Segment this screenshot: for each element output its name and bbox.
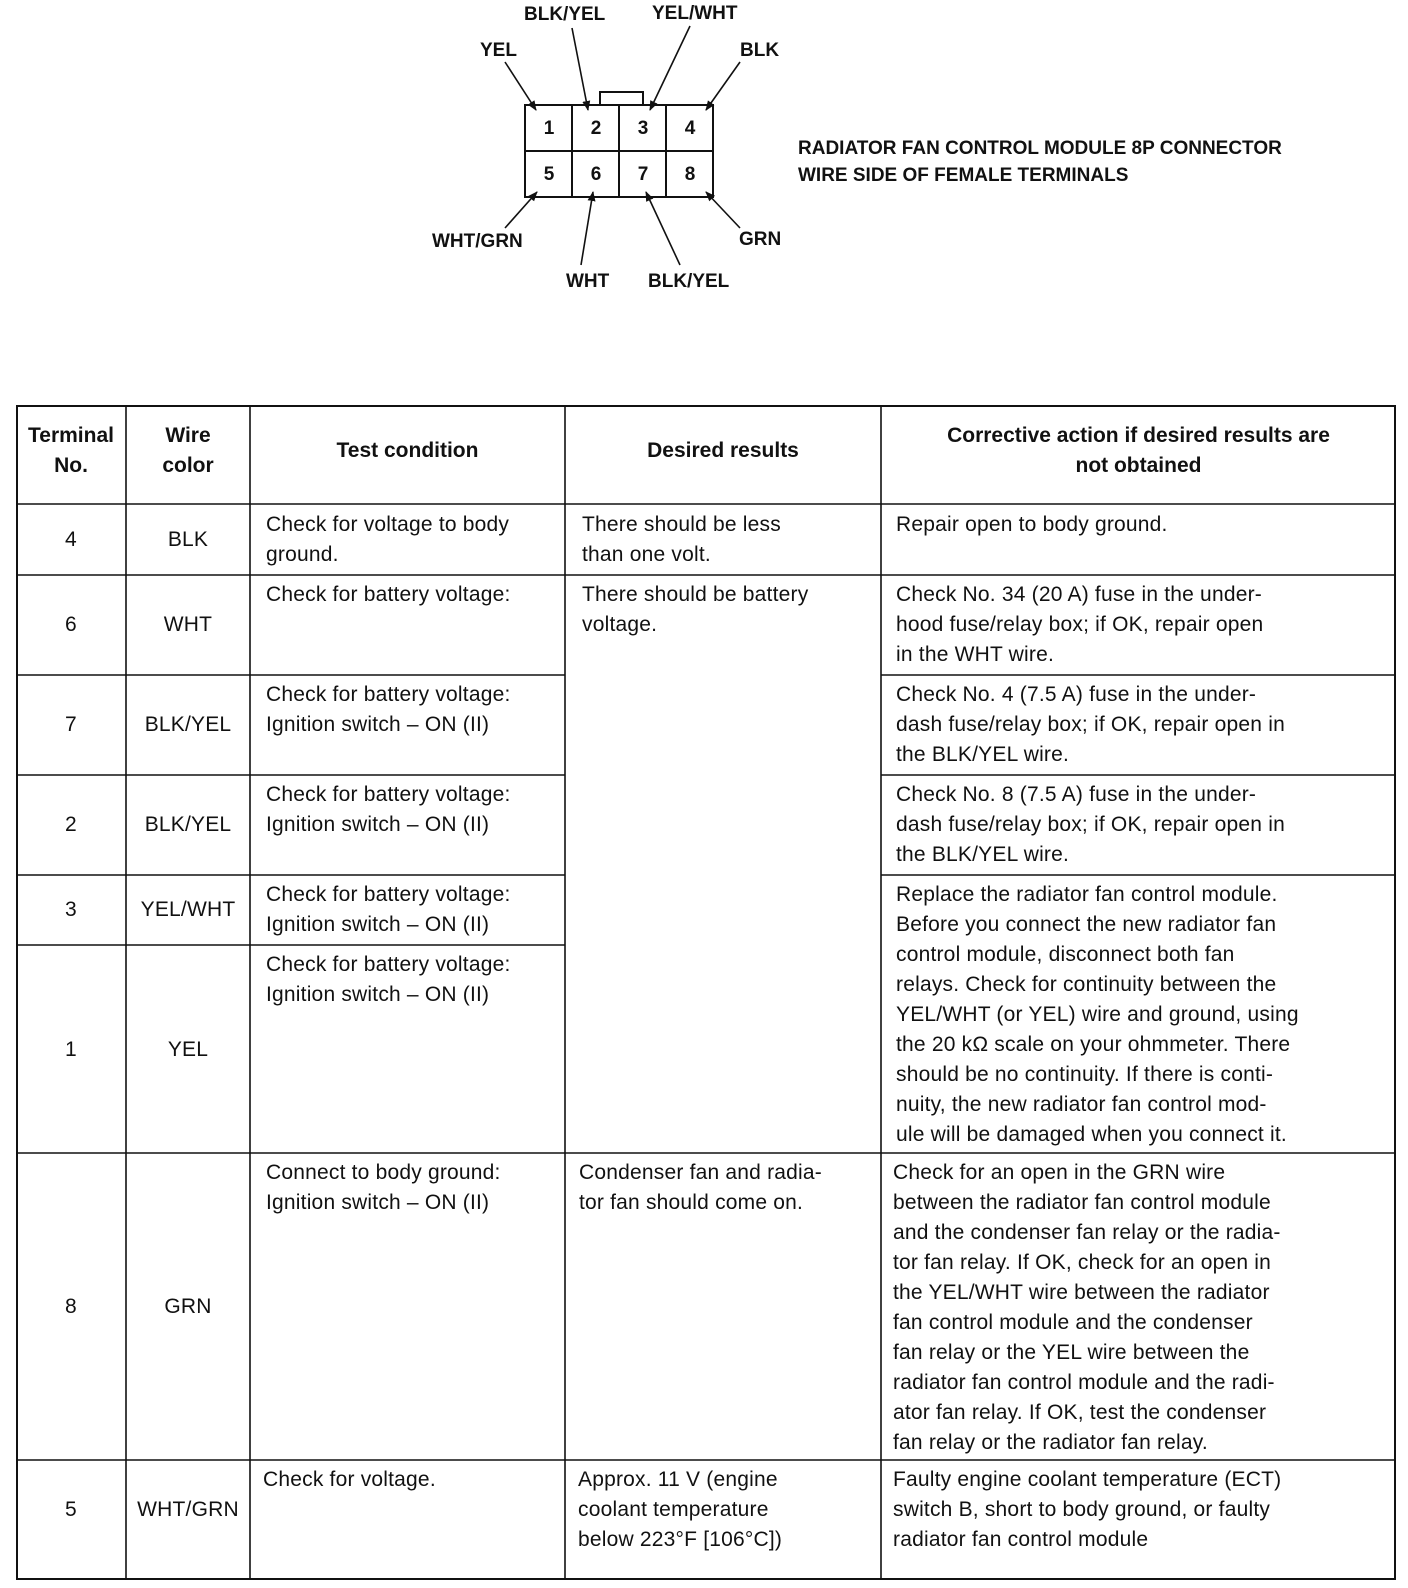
- test-condition-cell: [266, 1158, 501, 1218]
- terminal-cell: 5: [65, 1498, 77, 1521]
- wire-label-pin2: BLK/YEL: [524, 4, 606, 25]
- wire-label-pin3: YEL/WHT: [652, 3, 738, 24]
- cell-line: Before you connect the new radiator fan: [896, 913, 1277, 936]
- cell-line: fan control module and the condenser: [893, 1311, 1253, 1334]
- wire-label-pin5: WHT/GRN: [432, 231, 523, 252]
- wire-color-cell: YEL: [167, 1038, 209, 1061]
- test-condition-cell: [266, 680, 511, 740]
- cell-line: between the radiator fan control module: [893, 1191, 1271, 1214]
- test-condition-cell: [266, 510, 509, 570]
- cell-line: Check No. 34 (20 A) fuse in the under-: [896, 583, 1262, 606]
- wire-color-cell: BLK/YEL: [144, 713, 232, 736]
- header-text: Wire: [165, 424, 211, 447]
- pin-number: 6: [590, 164, 602, 185]
- caption-line-1: RADIATOR FAN CONTROL MODULE 8P CONNECTOR: [798, 138, 1282, 159]
- cell-line: Approx. 11 V (engine: [578, 1468, 778, 1491]
- terminal-cell: 8: [65, 1295, 77, 1318]
- cell-line: ground.: [266, 543, 339, 566]
- terminal-cell: 7: [65, 713, 77, 736]
- cell-line: Check for battery voltage:: [266, 583, 511, 606]
- cell-line: Condenser fan and radia-: [579, 1161, 822, 1184]
- header-terminal-no: [16, 421, 126, 481]
- test-condition-cell: [266, 950, 511, 1010]
- test-condition-cell: [263, 1465, 436, 1495]
- cell-line: the YEL/WHT wire between the radiator: [893, 1281, 1270, 1304]
- pin-number: 1: [543, 118, 555, 139]
- leader-pin2: [572, 28, 588, 110]
- pin-number: 3: [637, 118, 649, 139]
- cell-line: hood fuse/relay box; if OK, repair open: [896, 613, 1264, 636]
- cell-line: dash fuse/relay box; if OK, repair open in: [896, 813, 1285, 836]
- pin-number: 2: [590, 118, 602, 139]
- leader-pin7: [646, 192, 680, 265]
- wire-label-pin6: WHT: [566, 271, 610, 292]
- desired-results-cell: [578, 1465, 782, 1555]
- wire-color-cell: YEL/WHT: [140, 898, 236, 921]
- wire-color-cell: WHT: [163, 613, 213, 636]
- leader-pin6: [581, 192, 593, 265]
- desired-results-cell: [579, 1158, 822, 1218]
- header-text: Corrective action if desired results are: [947, 424, 1330, 447]
- caption-line-2: WIRE SIDE OF FEMALE TERMINALS: [798, 165, 1129, 186]
- cell-line: There should be less: [582, 513, 781, 536]
- terminal-test-table: [16, 405, 1396, 1580]
- wire-color-cell: WHT/GRN: [137, 1498, 239, 1521]
- leader-pin5: [505, 192, 537, 228]
- cell-line: Ignition switch – ON (II): [266, 813, 490, 836]
- header-corrective-action: [881, 421, 1396, 481]
- leader-pin8: [706, 192, 740, 228]
- cell-line: Check for voltage to body: [266, 513, 510, 536]
- cell-line: radiator fan control module: [893, 1528, 1149, 1551]
- cell-line: tor fan should come on.: [579, 1191, 804, 1214]
- cell-line: than one volt.: [582, 543, 711, 566]
- corrective-action-cell: [896, 680, 1285, 770]
- wire-color-cell: BLK: [167, 528, 209, 551]
- cell-line: below 223°F [106°C]): [578, 1528, 783, 1551]
- corrective-action-cell: [896, 780, 1285, 870]
- terminal-cell: 3: [65, 898, 77, 921]
- cell-line: the BLK/YEL wire.: [896, 843, 1070, 866]
- desired-results-cell: [582, 580, 808, 640]
- header-text: No.: [54, 454, 88, 477]
- wire-label-pin7: BLK/YEL: [648, 271, 730, 292]
- cell-line: Ignition switch – ON (II): [266, 713, 490, 736]
- cell-line: coolant temperature: [578, 1498, 769, 1521]
- corrective-action-cell: [893, 1465, 1281, 1555]
- corrective-action-cell: [896, 880, 1299, 1150]
- cell-line: Check for battery voltage:: [266, 683, 511, 706]
- cell-line: should be no continuity. If there is conti-: [896, 1063, 1274, 1086]
- wire-color-cell: BLK/YEL: [144, 813, 232, 836]
- cell-line: relays. Check for continuity between the: [896, 973, 1277, 996]
- header-wire-color: [126, 421, 250, 481]
- corrective-action-cell: [893, 1158, 1281, 1458]
- cell-line: Replace the radiator fan control module.: [896, 883, 1278, 906]
- cell-line: nuity, the new radiator fan control mod-: [896, 1093, 1267, 1116]
- cell-line: ator fan relay. If OK, test the condenser: [893, 1401, 1267, 1424]
- pin-number: 4: [684, 118, 696, 139]
- header-test-condition: Test condition: [336, 439, 479, 462]
- wire-color-cell: GRN: [164, 1295, 212, 1318]
- header-text: not obtained: [1075, 454, 1202, 477]
- cell-line: Check for an open in the GRN wire: [893, 1161, 1226, 1184]
- cell-line: Repair open to body ground.: [896, 513, 1168, 536]
- leader-pin4: [706, 62, 740, 110]
- header-text: color: [162, 454, 214, 477]
- cell-line: switch B, short to body ground, or faulty: [893, 1498, 1271, 1521]
- cell-line: There should be battery: [582, 583, 809, 606]
- cell-line: Check No. 8 (7.5 A) fuse in the under-: [896, 783, 1257, 806]
- cell-line: YEL/WHT (or YEL) wire and ground, using: [896, 1003, 1299, 1026]
- test-condition-cell: [266, 880, 511, 940]
- test-condition-cell: [266, 780, 511, 840]
- terminal-cell: 1: [65, 1038, 77, 1061]
- cell-line: Ignition switch – ON (II): [266, 1191, 490, 1214]
- pin-number: 5: [543, 164, 555, 185]
- cell-line: Check No. 4 (7.5 A) fuse in the under-: [896, 683, 1257, 706]
- cell-line: Check for voltage.: [263, 1468, 436, 1491]
- cell-line: fan relay or the YEL wire between the: [893, 1341, 1250, 1364]
- pin-number: 8: [684, 164, 696, 185]
- cell-line: Check for battery voltage:: [266, 953, 511, 976]
- test-condition-cell: [266, 580, 511, 610]
- cell-line: Faulty engine coolant temperature (ECT): [893, 1468, 1282, 1491]
- cell-line: radiator fan control module and the radi-: [893, 1371, 1275, 1394]
- cell-line: control module, disconnect both fan: [896, 943, 1235, 966]
- cell-line: dash fuse/relay box; if OK, repair open in: [896, 713, 1285, 736]
- corrective-action-cell: [896, 580, 1263, 670]
- corrective-action-cell: [896, 510, 1168, 540]
- cell-line: Ignition switch – ON (II): [266, 983, 490, 1006]
- header-text: Terminal: [28, 424, 114, 447]
- cell-line: ule will be damaged when you connect it.: [896, 1123, 1287, 1146]
- terminal-cell: 6: [65, 613, 77, 636]
- cell-line: voltage.: [582, 613, 658, 636]
- wire-label-pin1: YEL: [480, 40, 517, 61]
- wire-label-pin8: GRN: [739, 229, 782, 250]
- cell-line: the 20 kΩ scale on your ohmmeter. There: [896, 1033, 1291, 1056]
- header-desired-results: Desired results: [647, 439, 799, 462]
- desired-results-cell: [582, 510, 781, 570]
- connector-diagram: [0, 0, 1408, 300]
- terminal-cell: 2: [65, 813, 77, 836]
- wire-label-pin4: BLK: [740, 40, 780, 61]
- cell-line: tor fan relay. If OK, check for an open in: [893, 1251, 1272, 1274]
- cell-line: fan relay or the radiator fan relay.: [893, 1431, 1208, 1454]
- leader-pin1: [505, 62, 536, 110]
- terminal-cell: 4: [65, 528, 77, 551]
- cell-line: Check for battery voltage:: [266, 883, 511, 906]
- cell-line: in the WHT wire.: [896, 643, 1055, 666]
- diagram-caption: [798, 135, 1282, 189]
- cell-line: Ignition switch – ON (II): [266, 913, 490, 936]
- cell-line: and the condenser fan relay or the radia-: [893, 1221, 1281, 1244]
- leader-pin3: [650, 26, 690, 110]
- pin-number: 7: [637, 164, 649, 185]
- cell-line: Check for battery voltage:: [266, 783, 511, 806]
- cell-line: Connect to body ground:: [266, 1161, 501, 1184]
- cell-line: the BLK/YEL wire.: [896, 743, 1070, 766]
